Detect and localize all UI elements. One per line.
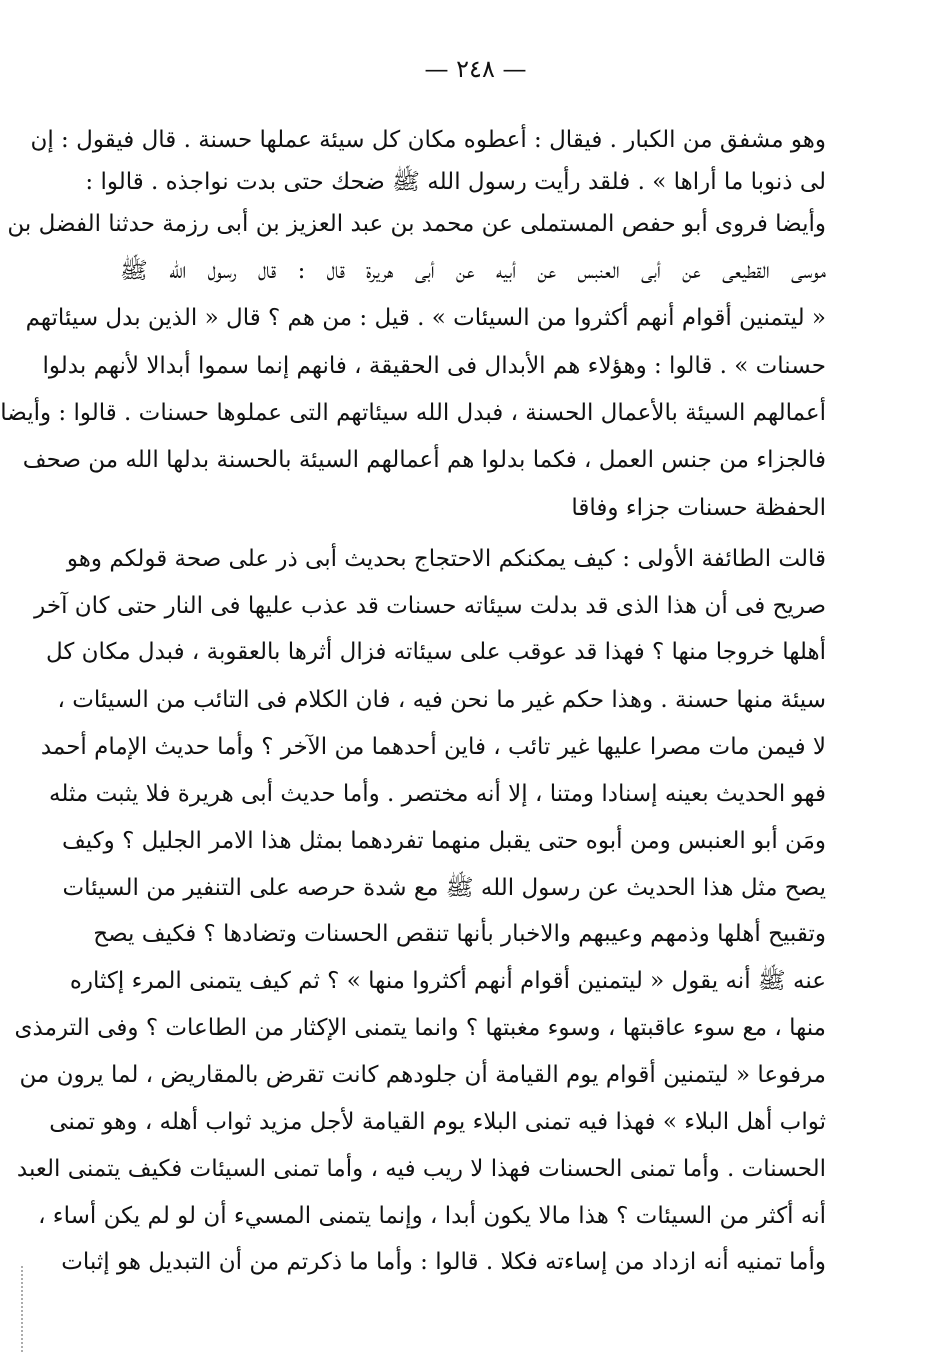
text-line-20: منها ، مع سوء عاقبتها ، وسوء مغبتها ؟ وانما يتمنى الإكثار من الطاعات ؟ وفى الترمذى (14, 1015, 826, 1041)
scan-edge-marks (21, 1266, 31, 1352)
text-line-23: الحسنات . وأما تمنى الحسنات فهذا لا ريب فيه ، وأما تمنى السيئات فكيف يتمنى العبد (16, 1156, 826, 1182)
text-line-25: وأما تمنيه أنه ازداد من إساءته فكلا . قالوا : وأما ما ذكرتم من أن التبديل هو إثبات (61, 1249, 826, 1275)
text-line-8: فالجزاء من جنس العمل ، فكما بدلوا هم أعمالهم السيئة بالحسنة بدلها الله من صحف (22, 447, 826, 473)
text-line-15: فهو الحديث بعينه إسنادا ومتنا ، إلا أنه مختصر . وأما حديث أبى هريرة فلا يثبت مثله (49, 781, 826, 807)
text-line-24: أنه أكثر من السيئات ؟ هذا مالا يكون أبدا ، وإنما يتمنى المسيء أن لو لم يكن أساء ، (38, 1203, 826, 1229)
text-line-21: مرفوعا « ليتمنين أقوام يوم القيامة أن جلودهم كانت تقرض بالمقاريض ، لما يرون من (19, 1062, 826, 1088)
text-line-7: أعمالهم السيئة بالأعمال الحسنة ، فبدل الله سيئاتهم التى عملوها حسنات . قالوا : وأيضا (0, 400, 826, 426)
text-line-6: حسنات » . قالوا : وهؤلاء هم الأبدال فى الحقيقة ، فانهم إنما سموا أبدالا لأنهم بدلوا (42, 353, 826, 379)
text-line-2: لى ذنوبا ما أراها » . فلقد رأيت رسول الله ﷺ ضحك حتى بدت نواجذه . قالوا : (85, 169, 826, 195)
text-line-14: لا فيمن مات مصرا عليها غير تائب ، فاين أحدهما من الآخر ؟ وأما حديث الإمام أحمد (40, 734, 826, 760)
text-line-19: عنه ﷺ أنه يقول « ليتمنين أقوام أنهم أكثروا منها » ؟ ثم كيف يتمنى المرء إكثاره (69, 968, 826, 994)
text-line-22: ثواب أهل البلاء » فهذا فيه تمنى البلاء يوم القيامة لأجل مزيد ثواب أهله ، وهو تمنى (49, 1109, 826, 1135)
page-number: — ٢٤٨ — (424, 55, 527, 83)
text-line-10: قالت الطائفة الأولى : كيف يمكنكم الاحتجاج بحديث أبى ذر على صحة قولكم وهو (66, 546, 826, 572)
text-line-11: صريح فى أن هذا الذى قد بدلت سيئاته حسنات قد عذب عليها فى النار حتى كان آخر (34, 593, 826, 619)
text-line-17: يصح مثل هذا الحديث عن رسول الله ﷺ مع شدة حرصه على التنفير من السيئات (62, 875, 826, 901)
text-line-18: وتقبيح أهلها وذمهم وعيبهم والاخبار بأنها تنقص الحسنات وتضادها ؟ فكيف يصح (93, 921, 826, 947)
text-line-16: ومَن أبو العنبس ومن أبوه حتى يقبل منهما تفردهما بمثل هذا الامر الجليل ؟ وكيف (61, 828, 826, 854)
text-line-3: وأيضا فروى أبو حفص المستملى عن محمد بن عبد العزيز بن أبى رزمة حدثنا الفضل بن (7, 211, 826, 237)
text-line-5: « ليتمنين أقوام أنهم أكثروا من السيئات » . قيل : من هم ؟ قال « الذين بدل سيئاتهم (25, 305, 826, 331)
text-line-4: موسى القطيعى عن أبى العنبس عن أبيه عن أبى هريرة قال : قال رسول الله ﷺ (120, 258, 826, 284)
text-line-9: الحفظة حسنات جزاء وفاقا (571, 495, 826, 521)
text-line-12: أهلها خروجا منها ؟ فهذا قد عوقب على سيئاته فزال أثرها بالعقوبة ، فبدل مكان كل (45, 639, 826, 665)
text-line-13: سيئة منها حسنة . وهذا حكم غير ما نحن فيه ، فان الكلام فى التائب من السيئات ، (57, 687, 826, 713)
text-line-1: وهو مشفق من الكبار . فيقال : أعطوه مكان كل سيئة عملها حسنة . قال فيقول : إن (30, 127, 826, 153)
